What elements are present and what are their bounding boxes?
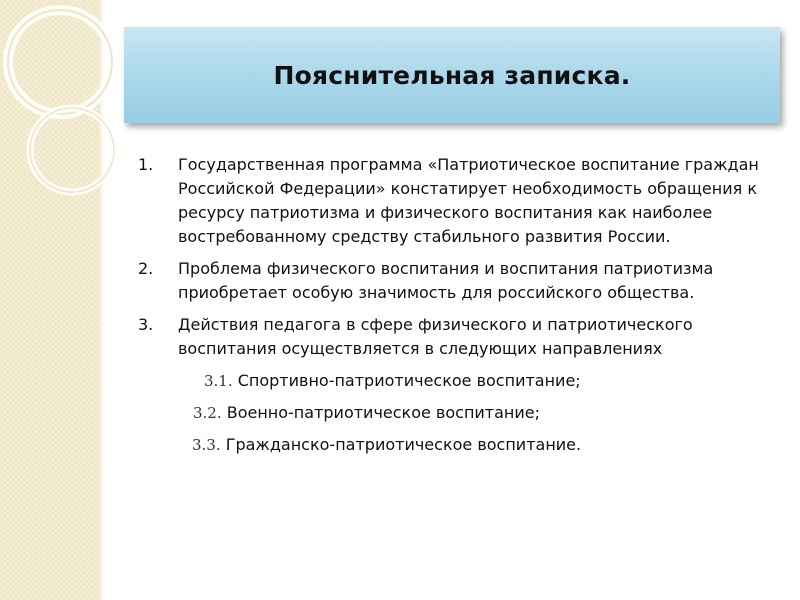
sub-item-number: 3.2.	[193, 404, 222, 422]
sub-list-item	[130, 369, 790, 393]
list-item-text: Действия педагога в сфере физического и патриотического воспитания осуществляется в следующих направлениях	[178, 315, 693, 358]
explanatory-list	[130, 153, 790, 465]
decorative-circles	[0, 0, 140, 200]
list-item	[130, 153, 790, 249]
list-item-number: 1.	[138, 155, 154, 174]
sub-item-text: Гражданско-патриотическое воспитание.	[220, 435, 582, 454]
sub-item-text: Военно-патриотическое воспитание;	[221, 403, 541, 422]
list-item	[130, 313, 790, 361]
list-item-number: 2.	[138, 259, 154, 278]
list-item-number: 3.	[138, 315, 154, 334]
sub-item-number: 3.3.	[192, 436, 221, 454]
sub-list-item	[130, 433, 790, 457]
title-banner	[124, 27, 780, 123]
slide-title: Пояснительная записка.	[273, 60, 631, 90]
sub-list-item	[130, 401, 790, 425]
list-item-text: Государственная программа «Патриотическое воспитание граждан Российской Федерации» констатирует необходимость обращения к ресурсу патриотизма и физического воспитания как наиболее востребованному средству стабильного развития России.	[178, 155, 759, 246]
sub-item-number: 3.1.	[204, 372, 233, 390]
sub-item-text: Спортивно-патриотическое воспитание;	[232, 371, 581, 390]
list-item-text: Проблема физического воспитания и воспитания патриотизма приобретает особую значимость для российского общества.	[178, 259, 714, 302]
list-item	[130, 257, 790, 305]
